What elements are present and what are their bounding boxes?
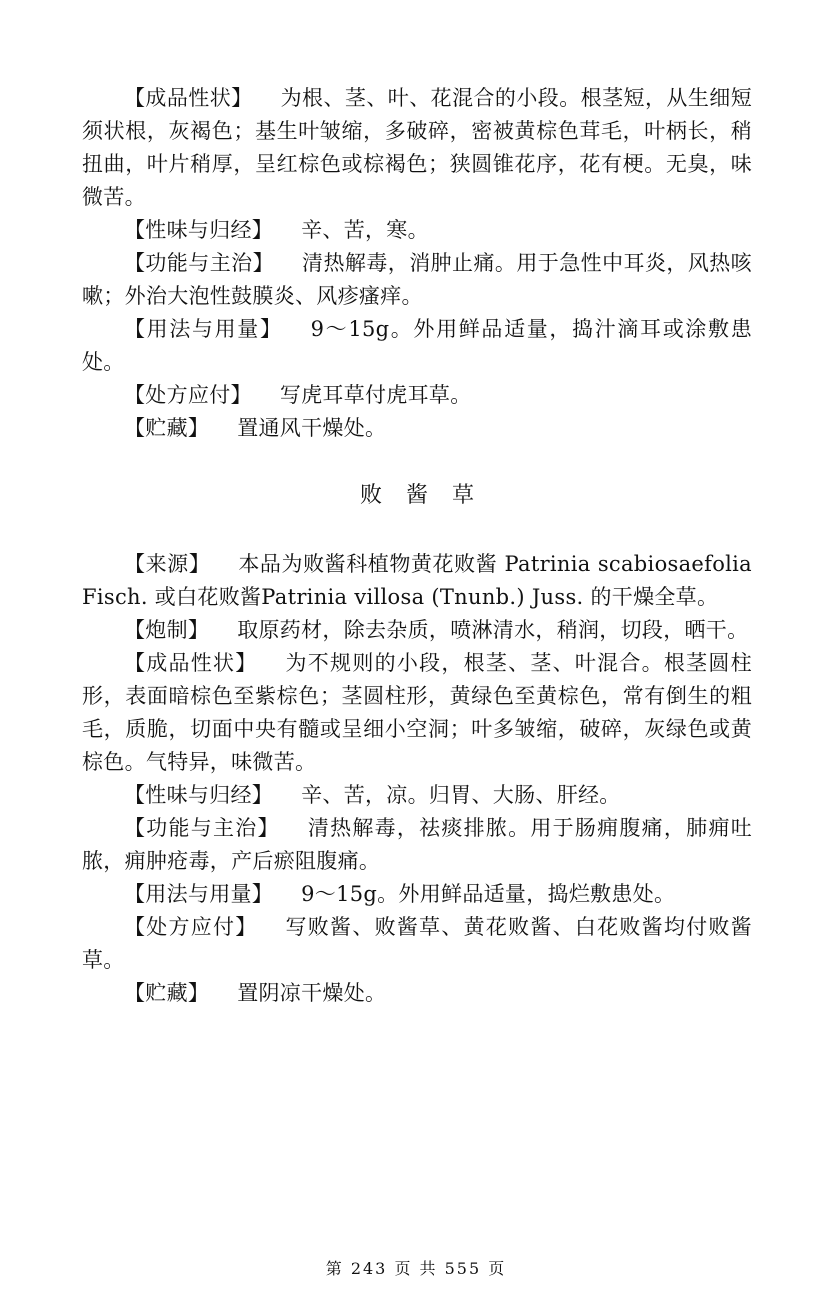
field-text: 取原药材，除去杂质，喷淋清水，稍润，切段，晒干。 bbox=[237, 618, 749, 642]
paragraph-nature-meridian bbox=[82, 214, 752, 247]
field-text: 9～15g。外用鲜品适量，捣烂敷患处。 bbox=[301, 882, 676, 906]
field-label: 【性味与归经】 bbox=[124, 218, 274, 242]
paragraph-usage-dosage bbox=[82, 878, 752, 911]
field-text: 辛、苦，寒。 bbox=[301, 218, 429, 242]
field-text: 为不规则的小段，根茎、茎、叶混合。根茎圆柱形，表面暗棕色至紫棕色；茎圆柱形，黄绿色至黄棕色，常有倒生的粗毛，质脆，切面中央有髓或呈细小空洞；叶多皱缩，破碎，灰绿色或黄棕色。气特异，味微苦。 bbox=[82, 651, 752, 774]
paragraph-processing bbox=[82, 614, 752, 647]
document-body bbox=[82, 82, 752, 1010]
field-label: 【贮藏】 bbox=[124, 416, 210, 440]
field-text: 置通风干燥处。 bbox=[237, 416, 387, 440]
paragraph-nature-meridian bbox=[82, 779, 752, 812]
field-text: 置阴凉干燥处。 bbox=[237, 981, 387, 1005]
paragraph-source bbox=[82, 548, 752, 614]
paragraph-prescription bbox=[82, 379, 752, 412]
paragraph-usage-dosage bbox=[82, 313, 752, 379]
field-text: 辛、苦，凉。归胃、大肠、肝经。 bbox=[301, 783, 621, 807]
paragraph-storage bbox=[82, 977, 752, 1010]
field-label: 【成品性状】 bbox=[124, 651, 258, 675]
field-label: 【来源】 bbox=[124, 552, 211, 576]
field-text: 9～15g。外用鲜品适量，捣汁滴耳或涂敷患处。 bbox=[82, 317, 752, 374]
paragraph-function-indication bbox=[82, 247, 752, 313]
field-label: 【性味与归经】 bbox=[124, 783, 274, 807]
field-text: 写虎耳草付虎耳草。 bbox=[279, 383, 472, 407]
entry-title: 败酱草 bbox=[359, 483, 498, 508]
field-label: 【功能与主治】 bbox=[124, 816, 280, 840]
field-label: 【用法与用量】 bbox=[124, 882, 274, 906]
section-huerca-continued bbox=[82, 82, 752, 445]
paragraph-function-indication bbox=[82, 812, 752, 878]
paragraph-prescription bbox=[82, 911, 752, 977]
field-text: 本品为败酱科植物黄花败酱 Patrinia scabiosaefolia Fisch. 或白花败酱Patrinia villosa (Tnunb.) Juss. 的干燥全草。 bbox=[82, 552, 753, 609]
field-label: 【用法与用量】 bbox=[124, 317, 283, 341]
section-baijiangcao bbox=[82, 548, 752, 1010]
field-text: 写败酱、败酱草、黄花败酱、白花败酱均付败酱草。 bbox=[82, 915, 752, 972]
field-label: 【处方应付】 bbox=[124, 915, 258, 939]
field-label: 【成品性状】 bbox=[124, 86, 253, 110]
field-label: 【功能与主治】 bbox=[124, 251, 275, 275]
paragraph-storage bbox=[82, 412, 752, 445]
field-label: 【处方应付】 bbox=[124, 383, 252, 407]
page-number-footer: 第 243 页 共 555 页 bbox=[325, 1259, 507, 1278]
field-text: 清热解毒，消肿止痛。用于急性中耳炎，风热咳嗽；外治大泡性鼓膜炎、风疹瘙痒。 bbox=[82, 251, 752, 308]
field-label: 【贮藏】 bbox=[124, 981, 210, 1005]
field-label: 【炮制】 bbox=[124, 618, 210, 642]
paragraph-product-characteristics bbox=[82, 82, 752, 214]
paragraph-product-characteristics bbox=[82, 647, 752, 779]
field-text: 为根、茎、叶、花混合的小段。根茎短，从生细短须状根，灰褐色；基生叶皱缩，多破碎，密被黄棕色茸毛，叶柄长，稍扭曲，叶片稍厚，呈红棕色或棕褐色；狭圆锥花序，花有梗。无臭，味微苦。 bbox=[82, 86, 752, 209]
field-text: 清热解毒，祛痰排脓。用于肠痈腹痛，肺痈吐脓，痈肿疮毒，产后瘀阻腹痛。 bbox=[82, 816, 752, 873]
